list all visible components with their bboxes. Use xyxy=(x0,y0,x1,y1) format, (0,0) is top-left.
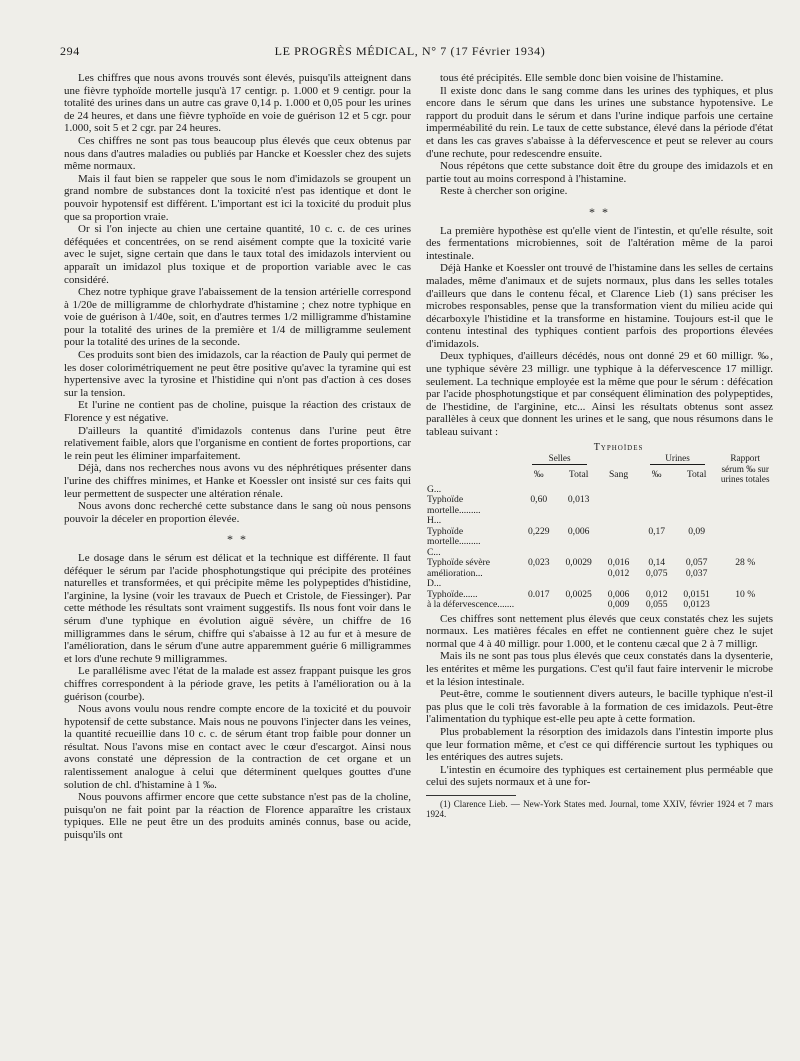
row-label: H... xyxy=(427,515,442,527)
table-cell: 0,016 xyxy=(607,557,630,569)
table-cell: 0,60 xyxy=(530,494,548,506)
row-label: C... xyxy=(427,546,441,558)
table-row xyxy=(426,569,773,580)
table-cell: 0,14 xyxy=(648,557,666,569)
table-cell xyxy=(717,495,773,516)
table-row xyxy=(426,485,773,496)
table-cell: 0,09 xyxy=(688,525,705,537)
paragraph: Et l'urine ne contient pas de choline, puisque la réaction des cristaux de Florence y est négative. xyxy=(64,399,411,425)
paragraph: Ces produits sont bien des imidazols, car la réaction de Pauly qui permet de les doser colorimétriquement ne peut être positive qu'avec la tyramine qui est hypertensive avec la tyrosine et l'histidine qui n'ont pas d'action à ces doses sur la tension. xyxy=(64,349,411,399)
table-cell xyxy=(717,527,773,548)
table-cell: 0,037 xyxy=(685,567,708,579)
paragraph: Or si l'on injecte au chien une certaine quantité, 10 c. c. de ces urines déféquées et concentrées, on se rend aisément compte que la toxicité varie avec le sujet, signe certain que dans le taux total des imidazols intervient ou apparaît un imidazol plus toxique et de proportion variable avec le cas considéré. xyxy=(64,223,411,286)
journal-title: LE PROGRÈS MÉDICAL, N° 7 (17 Février 1934) xyxy=(274,44,546,58)
table-row xyxy=(426,579,773,590)
table-cell: 0,057 xyxy=(685,557,708,569)
row-label: Typhoïde mortelle......... xyxy=(427,494,481,516)
paragraph: Le dosage dans le sérum est délicat et la technique est différente. Il faut déféquer le sérum par l'acide phosphotungstique qui précipite des protéines naturelles et transformées, et qui précipite même les polypeptides d'histidine, l'arginine, la lysine (voir les travaux de Puech et Cristole, de Fiessinger). Par cette méthode les résultats sont vraiment suggestifs. Ils nous font voir dans le sérum d'une typhique en évolution aiguë sévère, un chiffre de 16 milligrammes dans le sérum, chiffre qui s'abaisse à 12 au fur et à mesure de l'amélioration, dans le sérum d'une autre apparemment guérie 6 milligrammes et lors d'une rechute 9 milligrammes. xyxy=(64,551,411,665)
table-cell: 0,17 xyxy=(648,525,666,537)
row-label: Typhoïde sévère xyxy=(427,557,490,569)
paragraph: Ces chiffres ne sont pas tous beaucoup plus élevés que ceux obtenus par nous dans d'autres maladies ou publiés par Hancke et Koessler chez des sujets même normaux. xyxy=(64,134,411,173)
table-row xyxy=(426,516,773,527)
paragraph: Le parallélisme avec l'état de la malade est assez frappant puisque les gros chiffres correspondent à la période grave, les petits à l'amélioration ou à la guérison (courbe). xyxy=(64,665,411,703)
row-label: D... xyxy=(427,578,442,590)
page-header xyxy=(60,44,760,60)
right-column xyxy=(426,72,773,820)
footnote-rule xyxy=(426,795,516,796)
paragraph: Nous avons donc recherché cette substance dans le sang où nous pensons pouvoir la déceler en proportion élevée. xyxy=(64,500,411,525)
paragraph: D'ailleurs la quantité d'imidazols contenus dans l'urine peut être relativement faible, alors que l'organisme en contient de fortes proportions, car le rein peut les éliminer imparfaitement. xyxy=(64,424,411,462)
table-cell xyxy=(520,569,558,580)
paragraph: Déjà, dans nos recherches nous avons vu des néphrétiques présenter dans l'urine des chiffres minimes, et Hanke et Koessler ont insisté sur ces faits qui leur permettent de suspecter une altération rénale. xyxy=(64,462,411,500)
header-rapport: Rapport sérum ‰ sur urines totales xyxy=(720,453,770,485)
row-label: Typhoïde...... xyxy=(427,588,478,600)
paragraph: Mais ils ne sont pas tous plus élevés que ceux constatés dans la dysenterie, les entérites et même les purgations. C'est qu'il faut faire intervenir le microbe et la lésion intestinale. xyxy=(426,650,773,688)
table-cell: 0,012 xyxy=(607,567,630,579)
section-separator: * * xyxy=(589,204,610,219)
row-label: amélioration... xyxy=(427,567,483,579)
table-cell xyxy=(638,495,676,516)
table-cell xyxy=(599,527,637,548)
paragraph: Nous pouvons affirmer encore que cette substance n'est pas de la choline, puisqu'on ne fait point par la réaction de Florence apparaître les cristaux typiques. Elle ne peut être un des produits aminés connus, base ou acide, puisqu'ils ont xyxy=(64,791,411,842)
table-cell: 0,006 xyxy=(567,525,590,537)
table-cell xyxy=(558,600,600,611)
table-cell: 0,006 xyxy=(607,588,630,600)
paragraph: Nous répétons que cette substance doit être du groupe des imidazols et en partie tout au moins correspond à l'histamine. xyxy=(426,160,773,185)
paragraph: Deux typhiques, d'ailleurs décédés, nous ont donné 29 et 60 milligr. ‰, une typhique sévère 23 milligr. une typhique à la défervescence 17 milligr. seulement. La technique employée est la même que pour le sérum : défécation par l'acide phosphotungstique et par conséquent élimination des polypeptides, de l'hestidine, de l'arginine, etc... Ainsi les résultats obtenus sont assez parallèles à ceux que donnent les urines et le sang, que nous résumons dans le tableau suivant : xyxy=(426,350,773,439)
table-cell: 0,0151 xyxy=(683,588,710,600)
paragraph: La première hypothèse est qu'elle vient de l'intestin, et qu'elle résulte, soit des fermentations microbiennes, soit de l'altération même de la paroi intestinale. xyxy=(426,224,773,262)
table-cell: 0,055 xyxy=(645,599,668,611)
paragraph: Les chiffres que nous avons trouvés sont élevés, puisqu'ils atteignent dans une fièvre typhoïde mortelle jusqu'à 17 centigr. p. 1.000 et 9 centigr. pour la totalité des urines dans un autre cas grave 0,14 p. 1.000 et 0,05 pour les urines de 24 heures, et dans une fièvre typhoïde en voie de guérison 12 et 5 cgr. pour 1.000, soit 5 et 2 cgr. par 24 heures. xyxy=(64,72,411,135)
header-urines-permille: ‰ xyxy=(651,468,662,480)
table-cell xyxy=(676,495,718,516)
row-label: Typhoïde mortelle......... xyxy=(427,525,481,548)
table-row xyxy=(426,527,773,548)
results-table xyxy=(426,443,773,611)
table-cell xyxy=(717,569,773,580)
table-cell xyxy=(676,485,718,496)
table-cell xyxy=(717,516,773,527)
paragraph: Peut-être, comme le soutiennent divers auteurs, le bacille typhique n'est-il pas plus que le coli très favorable à la formation de ces imidazols. Peut-être l'alimentation du typhique est-elle peu apte à cette formation. xyxy=(426,688,773,726)
table-cell xyxy=(520,600,558,611)
table-cell: 0,075 xyxy=(645,567,668,579)
table-row xyxy=(426,600,773,611)
paragraph: Reste à chercher son origine. xyxy=(440,185,568,198)
paragraph: L'intestin en écumoire des typhiques est certainement plus perméable que celui des sujets normaux et à une for- xyxy=(426,763,773,789)
table-cell: 0,0123 xyxy=(683,599,710,611)
table-cell: 10 % xyxy=(735,588,756,600)
paragraph: Déjà Hanke et Koessler ont trouvé de l'histamine dans les selles de certains malades, même d'animaux et de sujets normaux, plus dans les selles totales d'ailleurs que dans le contenu fécal, et Clarence Lieb (1) sans préciser les microbes responsables, pense que la transformation vient du milieu acide qui décarboxyle l'histidine et la transforme en histamine. Toujours est-il que le contenu intestinal des typhiques contient parfois des proportions élevées d'imidazols. xyxy=(426,262,773,350)
table-cell: 0,012 xyxy=(645,588,668,600)
table-cell xyxy=(599,516,637,527)
page-number: 294 xyxy=(60,44,80,58)
table-cell xyxy=(599,495,637,516)
table-cell: 0,0025 xyxy=(565,588,592,600)
paragraph: Chez notre typhique grave l'abaissement de la tension artérielle correspond à 1/20e de milligramme de chlorhydrate d'histamine ; chez notre typhique en voie de guérison à 1/40e, soit, en d'autres termes 1/2 milligramme d'histamine pour la totalité des urines de la première et 1/4 de milligramme seulement pour la totalité des urines de la seconde. xyxy=(64,286,411,349)
row-label: G... xyxy=(427,483,442,495)
header-selles: Selles xyxy=(520,453,600,469)
header-selles-total: Total xyxy=(568,468,589,480)
header-urines-total: Total xyxy=(686,468,707,480)
table-cell xyxy=(599,485,637,496)
table-cell: 0,229 xyxy=(527,525,550,537)
paragraph: tous été précipités. Elle semble donc bien voisine de l'histamine. xyxy=(440,72,724,84)
left-column xyxy=(64,72,411,842)
table-cell: 0,009 xyxy=(607,599,630,611)
paragraph: Ces chiffres sont nettement plus élevés que ceux constatés chez les sujets normaux. Les matières fécales en effet ne contiennent guère chez le sujet normal que 4 à 40 milligr. pour 1.000, et le contenu cæcal que 2 à 7 milligr. xyxy=(426,612,773,650)
header-urines: Urines xyxy=(638,453,718,469)
table-cell: 0.017 xyxy=(527,588,550,600)
footnote: (1) Clarence Lieb. — New-York States med. Journal, tome XXIV, février 1924 et 7 mars 1924. xyxy=(426,798,773,820)
section-separator: * * xyxy=(227,532,248,547)
paragraph: Plus probablement la résorption des imidazols dans l'intestin importe plus que leur formation même, et c'est ce qui différencie surtout les typhiques ou les entériques des autres sujets. xyxy=(426,725,773,764)
table-cell xyxy=(717,485,773,496)
table-cell: 0,0029 xyxy=(565,557,592,569)
paragraph: Nous avons voulu nous rendre compte encore de la toxicité et du pouvoir hypotensif de cette substance. Mais nous ne pouvons l'injecter dans les veines, la quantité recueillie dans 10 c. c. de sérum étant trop faible pour donner un résultat. Nous l'avons mise en contact avec le cœur d'escargot. Ainsi nous avons constaté une dépression de la contraction de cet organe et un ralentissement analogue à celui que déterminent quelques gouttes d'une solution de chl. d'histamine à 1 ‰. xyxy=(64,703,411,791)
table-cell xyxy=(717,600,773,611)
paragraph: Mais il faut bien se rappeler que sous le nom d'imidazols se groupent un grand nombre de substances dont la toxicité n'est pas identique et dont le pouvoir hypotensif est différent. L'important est ici la toxicité du produit plus que sa proportion vraie. xyxy=(64,172,411,223)
table-cell: 0,013 xyxy=(567,494,590,506)
table-group-title: Typhoïdes xyxy=(593,441,644,453)
header-selles-permille: ‰ xyxy=(533,468,544,480)
row-label: à la défervescence....... xyxy=(427,599,515,611)
table-cell: 0,023 xyxy=(527,557,550,569)
header-sang: Sang xyxy=(608,468,629,480)
paragraph: Il existe donc dans le sang comme dans les urines des typhiques, et plus encore dans le sérum que dans les urines une substance hypotensive. Le rapport du produit dans le sérum et dans l'urine indique parfois une certaine imperméabilité du rein. Le taux de cette substance, élevé dans la période d'état et dans les cas graves s'abaisse à la défervescence et peut se relever au cours d'une rechute, pour redescendre ensuite. xyxy=(426,84,773,160)
table-cell xyxy=(558,569,600,580)
table-cell: 28 % xyxy=(735,557,756,569)
table-row xyxy=(426,495,773,516)
table-cell xyxy=(638,485,676,496)
